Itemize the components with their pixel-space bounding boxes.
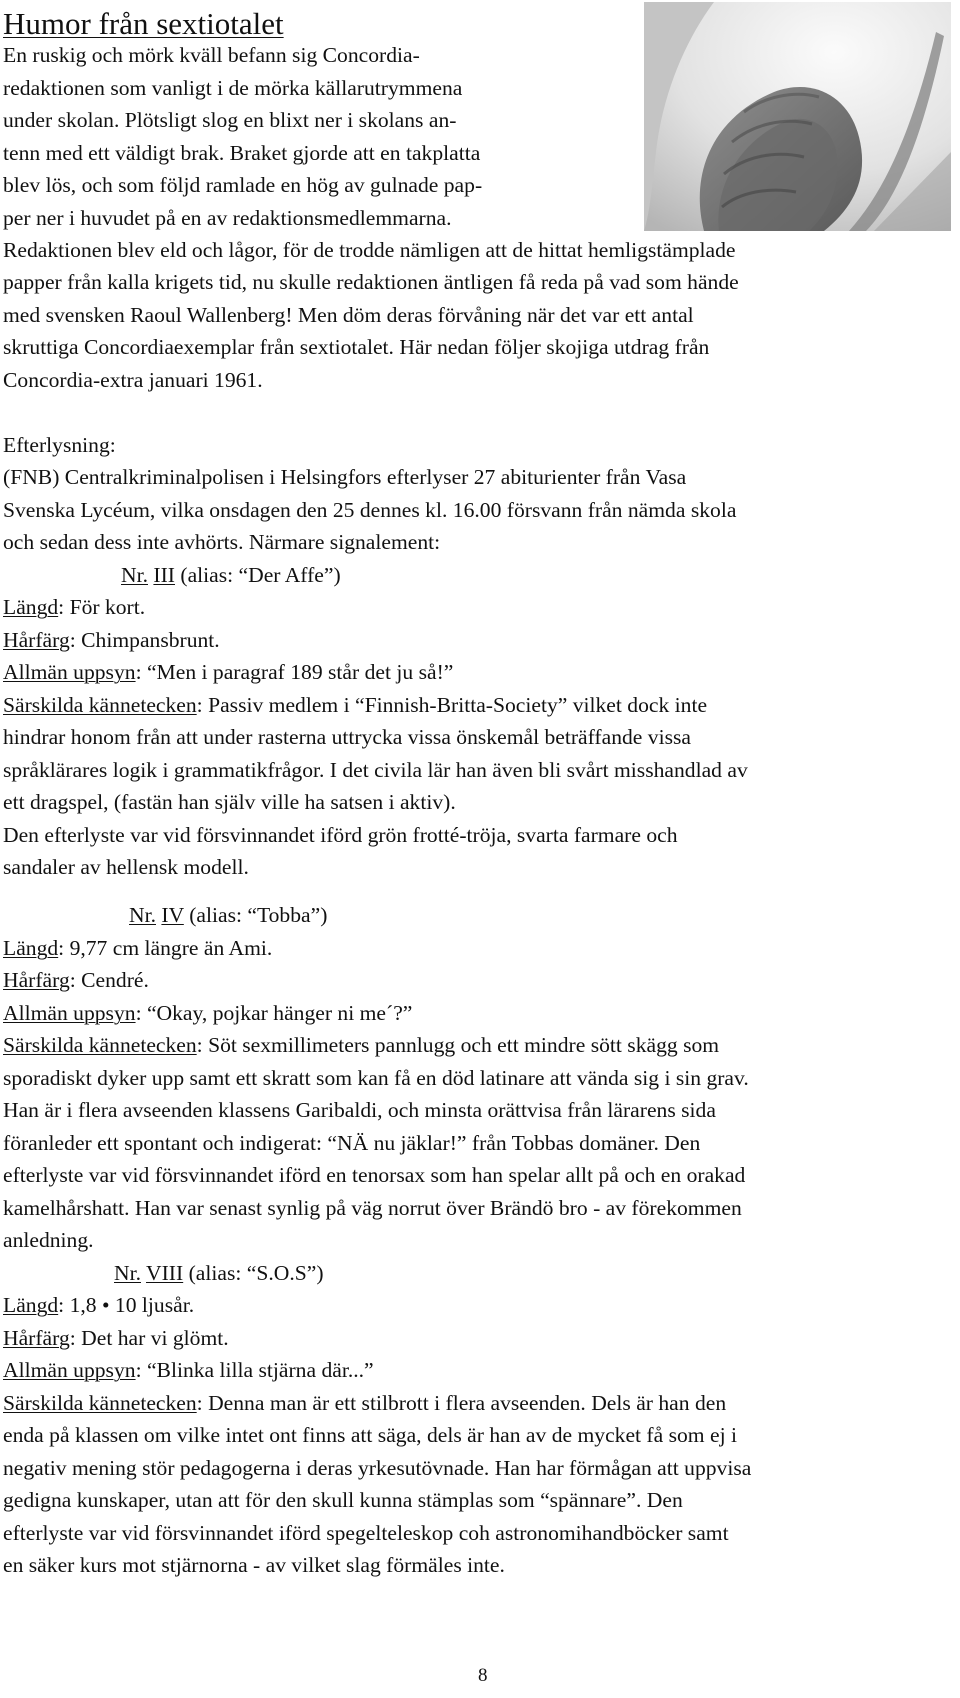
features-text: en säker kurs mot stjärnorna - av vilket slag förmäles inte. — [3, 1553, 505, 1577]
features-line — [3, 1031, 719, 1059]
hair-label: Hårfärg — [3, 628, 70, 652]
person-alias: (alias: “Tobba”) — [183, 903, 328, 927]
hair-line — [3, 1324, 229, 1352]
intro-line: blev lös, och som följd ramlade en hög av gulnade pap- — [3, 173, 483, 197]
length-line — [3, 934, 272, 962]
features-line — [3, 1389, 726, 1417]
features-value: : Denna man är ett stilbrott i flera avseenden. Dels är han den — [196, 1391, 727, 1415]
appearance-line — [3, 1356, 374, 1384]
appearance-line — [3, 999, 412, 1027]
page-title: Humor från sextiotalet — [3, 6, 284, 41]
features-text: Han är i flera avseenden klassens Garibaldi, och minsta orättvisa från lärarens sida — [3, 1098, 716, 1122]
appearance-line — [3, 658, 453, 686]
nr-label: Nr. — [121, 563, 148, 587]
appearance-label: Allmän uppsyn — [3, 660, 136, 684]
intro-line: skruttiga Concordiaexemplar från sextiotalet. Här nedan följer skojiga utdrag från — [3, 335, 710, 359]
features-label: Särskilda kännetecken — [3, 1033, 197, 1057]
appearance-value: : “Blinka lilla stjärna där...” — [135, 1358, 374, 1382]
staircase-photo-icon — [644, 2, 951, 231]
intro-line: per ner i huvudet på en av redaktionsmedlemmarna. — [3, 206, 452, 230]
intro-line: redaktionen som vanligt i de mörka källarutrymmena — [3, 76, 463, 100]
features-text: föranleder ett spontant och indigerat: “NÄ nu jäklar!” från Tobbas domäner. Den — [3, 1131, 701, 1155]
hair-label: Hårfärg — [3, 968, 70, 992]
person-number: IV — [161, 903, 184, 927]
person-alias: (alias: “Der Affe”) — [174, 563, 341, 587]
person-header — [121, 561, 341, 589]
features-text: enda på klassen om vilke intet ont finns att säga, dels är han av de mycket få som ej i — [3, 1423, 737, 1447]
features-text: Den efterlyste var vid försvinnandet iförd grön frotté-tröja, svarta farmare och — [3, 823, 678, 847]
hair-label: Hårfärg — [3, 1326, 70, 1350]
intro-line: under skolan. Plötsligt slog en blixt ner i skolans an- — [3, 108, 457, 132]
person-number: III — [153, 563, 175, 587]
intro-line: En ruskig och mörk kväll befann sig Concordia- — [3, 43, 420, 67]
length-label: Längd — [3, 595, 59, 619]
intro-line: papper från kalla krigets tid, nu skulle redaktionen äntligen få reda på vad som hände — [3, 270, 739, 294]
length-line — [3, 1291, 194, 1319]
notice-line: Svenska Lycéum, vilka onsdagen den 25 dennes kl. 16.00 försvann från nämda skola — [3, 498, 737, 522]
intro-line: tenn med ett väldigt brak. Braket gjorde att en takplatta — [3, 141, 481, 165]
features-text: gedigna kunskaper, utan att för den skull kunna stämplas som “spännare”. Den — [3, 1488, 683, 1512]
person-header — [114, 1259, 324, 1287]
features-text: negativ mening stör pedagogerna i deras yrkesutövnade. Han har förmågan att uppvisa — [3, 1456, 752, 1480]
length-value: : För kort. — [58, 595, 146, 619]
features-label: Särskilda kännetecken — [3, 1391, 197, 1415]
features-text: ett dragspel, (fastän han själv ville ha satsen i aktiv). — [3, 790, 456, 814]
notice-line: (FNB) Centralkriminalpolisen i Helsingfors efterlyser 27 abiturienter från Vasa — [3, 465, 687, 489]
features-text: kamelhårshatt. Han var senast synlig på väg norrut över Brändö bro - av förekommen — [3, 1196, 742, 1220]
hair-value: : Chimpansbrunt. — [69, 628, 220, 652]
hair-line — [3, 966, 149, 994]
length-value: : 1,8 • 10 ljusår. — [58, 1293, 195, 1317]
nr-label: Nr. — [129, 903, 156, 927]
appearance-value: : “Okay, pojkar hänger ni me´?” — [135, 1001, 413, 1025]
nr-label: Nr. — [114, 1261, 141, 1285]
intro-line: med svensken Raoul Wallenberg! Men döm deras förvåning när det var ett antal — [3, 303, 694, 327]
features-text: anledning. — [3, 1228, 94, 1252]
hair-value: : Cendré. — [69, 968, 149, 992]
features-text: efterlyste var vid försvinnandet iförd en tenorsax som han spelar allt på och en orakad — [3, 1163, 746, 1187]
intro-line: Redaktionen blev eld och lågor, för de trodde nämligen att de hittat hemligstämplade — [3, 238, 736, 262]
hair-value: : Det har vi glömt. — [69, 1326, 229, 1350]
appearance-label: Allmän uppsyn — [3, 1001, 136, 1025]
features-text: sporadiskt dyker upp samt ett skratt som kan få en död latinare att vända sig i sin grav. — [3, 1066, 749, 1090]
appearance-value: : “Men i paragraf 189 står det ju så!” — [135, 660, 454, 684]
document-page — [3, 0, 958, 1698]
length-label: Längd — [3, 936, 59, 960]
appearance-label: Allmän uppsyn — [3, 1358, 136, 1382]
length-label: Längd — [3, 1293, 59, 1317]
person-number: VIII — [146, 1261, 184, 1285]
features-text: hindrar honom från att under rasterna uttrycka vissa önskemål beträffande vissa — [3, 725, 691, 749]
page-number: 8 — [478, 1665, 488, 1686]
features-text: efterlyste var vid försvinnandet iförd spegelteleskop coh astronomihandböcker samt — [3, 1521, 729, 1545]
intro-line: Concordia-extra januari 1961. — [3, 368, 263, 392]
length-value: : 9,77 cm längre än Ami. — [58, 936, 273, 960]
person-header — [129, 901, 327, 929]
features-text: sandaler av hellensk modell. — [3, 855, 249, 879]
features-value: : Söt sexmillimeters pannlugg och ett mindre sött skägg som — [196, 1033, 720, 1057]
section-heading: Efterlysning: — [3, 433, 116, 457]
features-label: Särskilda kännetecken — [3, 693, 197, 717]
hair-line — [3, 626, 220, 654]
length-line — [3, 593, 145, 621]
features-value: : Passiv medlem i “Finnish-Britta-Society” vilket dock inte — [196, 693, 708, 717]
features-text: språklärares logik i grammatikfrågor. I det civila lär han även bli svårt misshandlad av — [3, 758, 748, 782]
person-alias: (alias: “S.O.S”) — [183, 1261, 324, 1285]
features-line — [3, 691, 707, 719]
notice-line: och sedan dess inte avhörts. Närmare signalement: — [3, 530, 441, 554]
